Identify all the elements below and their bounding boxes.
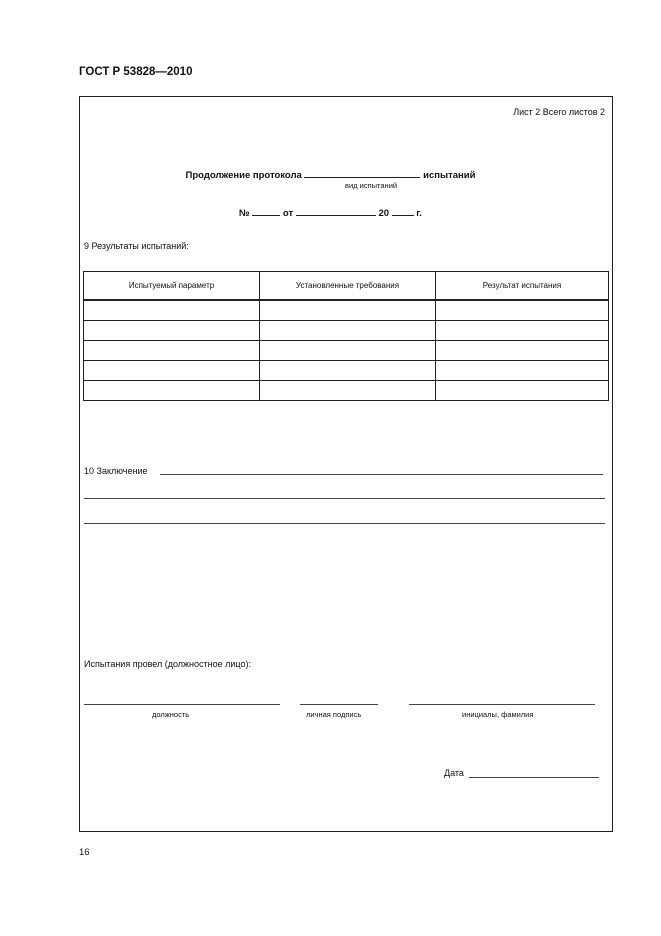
name-caption: инициалы, фамилия	[462, 710, 534, 719]
test-type-caption: вид испытаний	[345, 181, 398, 190]
column-header-parameter: Испытуемый параметр	[84, 272, 260, 301]
name-line[interactable]	[409, 704, 595, 705]
title-prefix: Продолжение протокола	[185, 170, 302, 181]
date-line[interactable]	[469, 777, 599, 778]
page-number: 16	[79, 847, 90, 858]
tester-heading: Испытания провел (должностное лицо):	[84, 659, 251, 669]
table-row	[84, 321, 609, 341]
signature-line[interactable]	[300, 704, 378, 705]
date-blank[interactable]	[296, 206, 376, 216]
protocol-title	[0, 168, 661, 181]
position-line[interactable]	[84, 704, 280, 705]
conclusion-label: 10 Заключение	[84, 466, 148, 476]
table-cell[interactable]	[84, 381, 260, 401]
table-row	[84, 361, 609, 381]
table-cell[interactable]	[84, 300, 260, 321]
year-prefix: 20	[378, 208, 390, 219]
table-cell[interactable]	[84, 341, 260, 361]
title-suffix: испытаний	[423, 170, 476, 181]
results-table	[83, 271, 609, 401]
signature-caption: личная подпись	[306, 710, 362, 719]
table-row	[84, 300, 609, 321]
column-header-requirements: Установленные требования	[260, 272, 436, 301]
results-header-row	[84, 272, 609, 301]
table-cell[interactable]	[260, 381, 436, 401]
from-label: от	[282, 208, 294, 219]
table-cell[interactable]	[260, 341, 436, 361]
position-caption: должность	[152, 710, 190, 719]
table-cell[interactable]	[260, 300, 436, 321]
year-suffix: г.	[416, 208, 422, 219]
conclusion-line-2[interactable]	[84, 498, 605, 499]
table-row	[84, 341, 609, 361]
number-blank[interactable]	[252, 206, 280, 216]
table-cell[interactable]	[260, 321, 436, 341]
conclusion-line-3[interactable]	[84, 523, 605, 524]
number-sign: №	[239, 208, 250, 219]
year-blank[interactable]	[392, 206, 414, 216]
sheet-info: Лист 2 Всего листов 2	[513, 107, 605, 117]
table-cell[interactable]	[436, 341, 609, 361]
table-row	[84, 381, 609, 401]
standard-header: ГОСТ Р 53828—2010	[79, 66, 193, 78]
results-heading: 9 Результаты испытаний:	[84, 241, 189, 251]
table-cell[interactable]	[260, 361, 436, 381]
table-cell[interactable]	[436, 300, 609, 321]
table-cell[interactable]	[436, 361, 609, 381]
table-cell[interactable]	[84, 321, 260, 341]
conclusion-line-1[interactable]	[160, 474, 603, 475]
table-cell[interactable]	[436, 381, 609, 401]
column-header-result: Результат испытания	[436, 272, 609, 301]
table-cell[interactable]	[84, 361, 260, 381]
date-label: Дата	[444, 768, 464, 778]
table-cell[interactable]	[436, 321, 609, 341]
test-type-blank[interactable]	[304, 168, 420, 178]
protocol-number-line	[0, 206, 661, 219]
